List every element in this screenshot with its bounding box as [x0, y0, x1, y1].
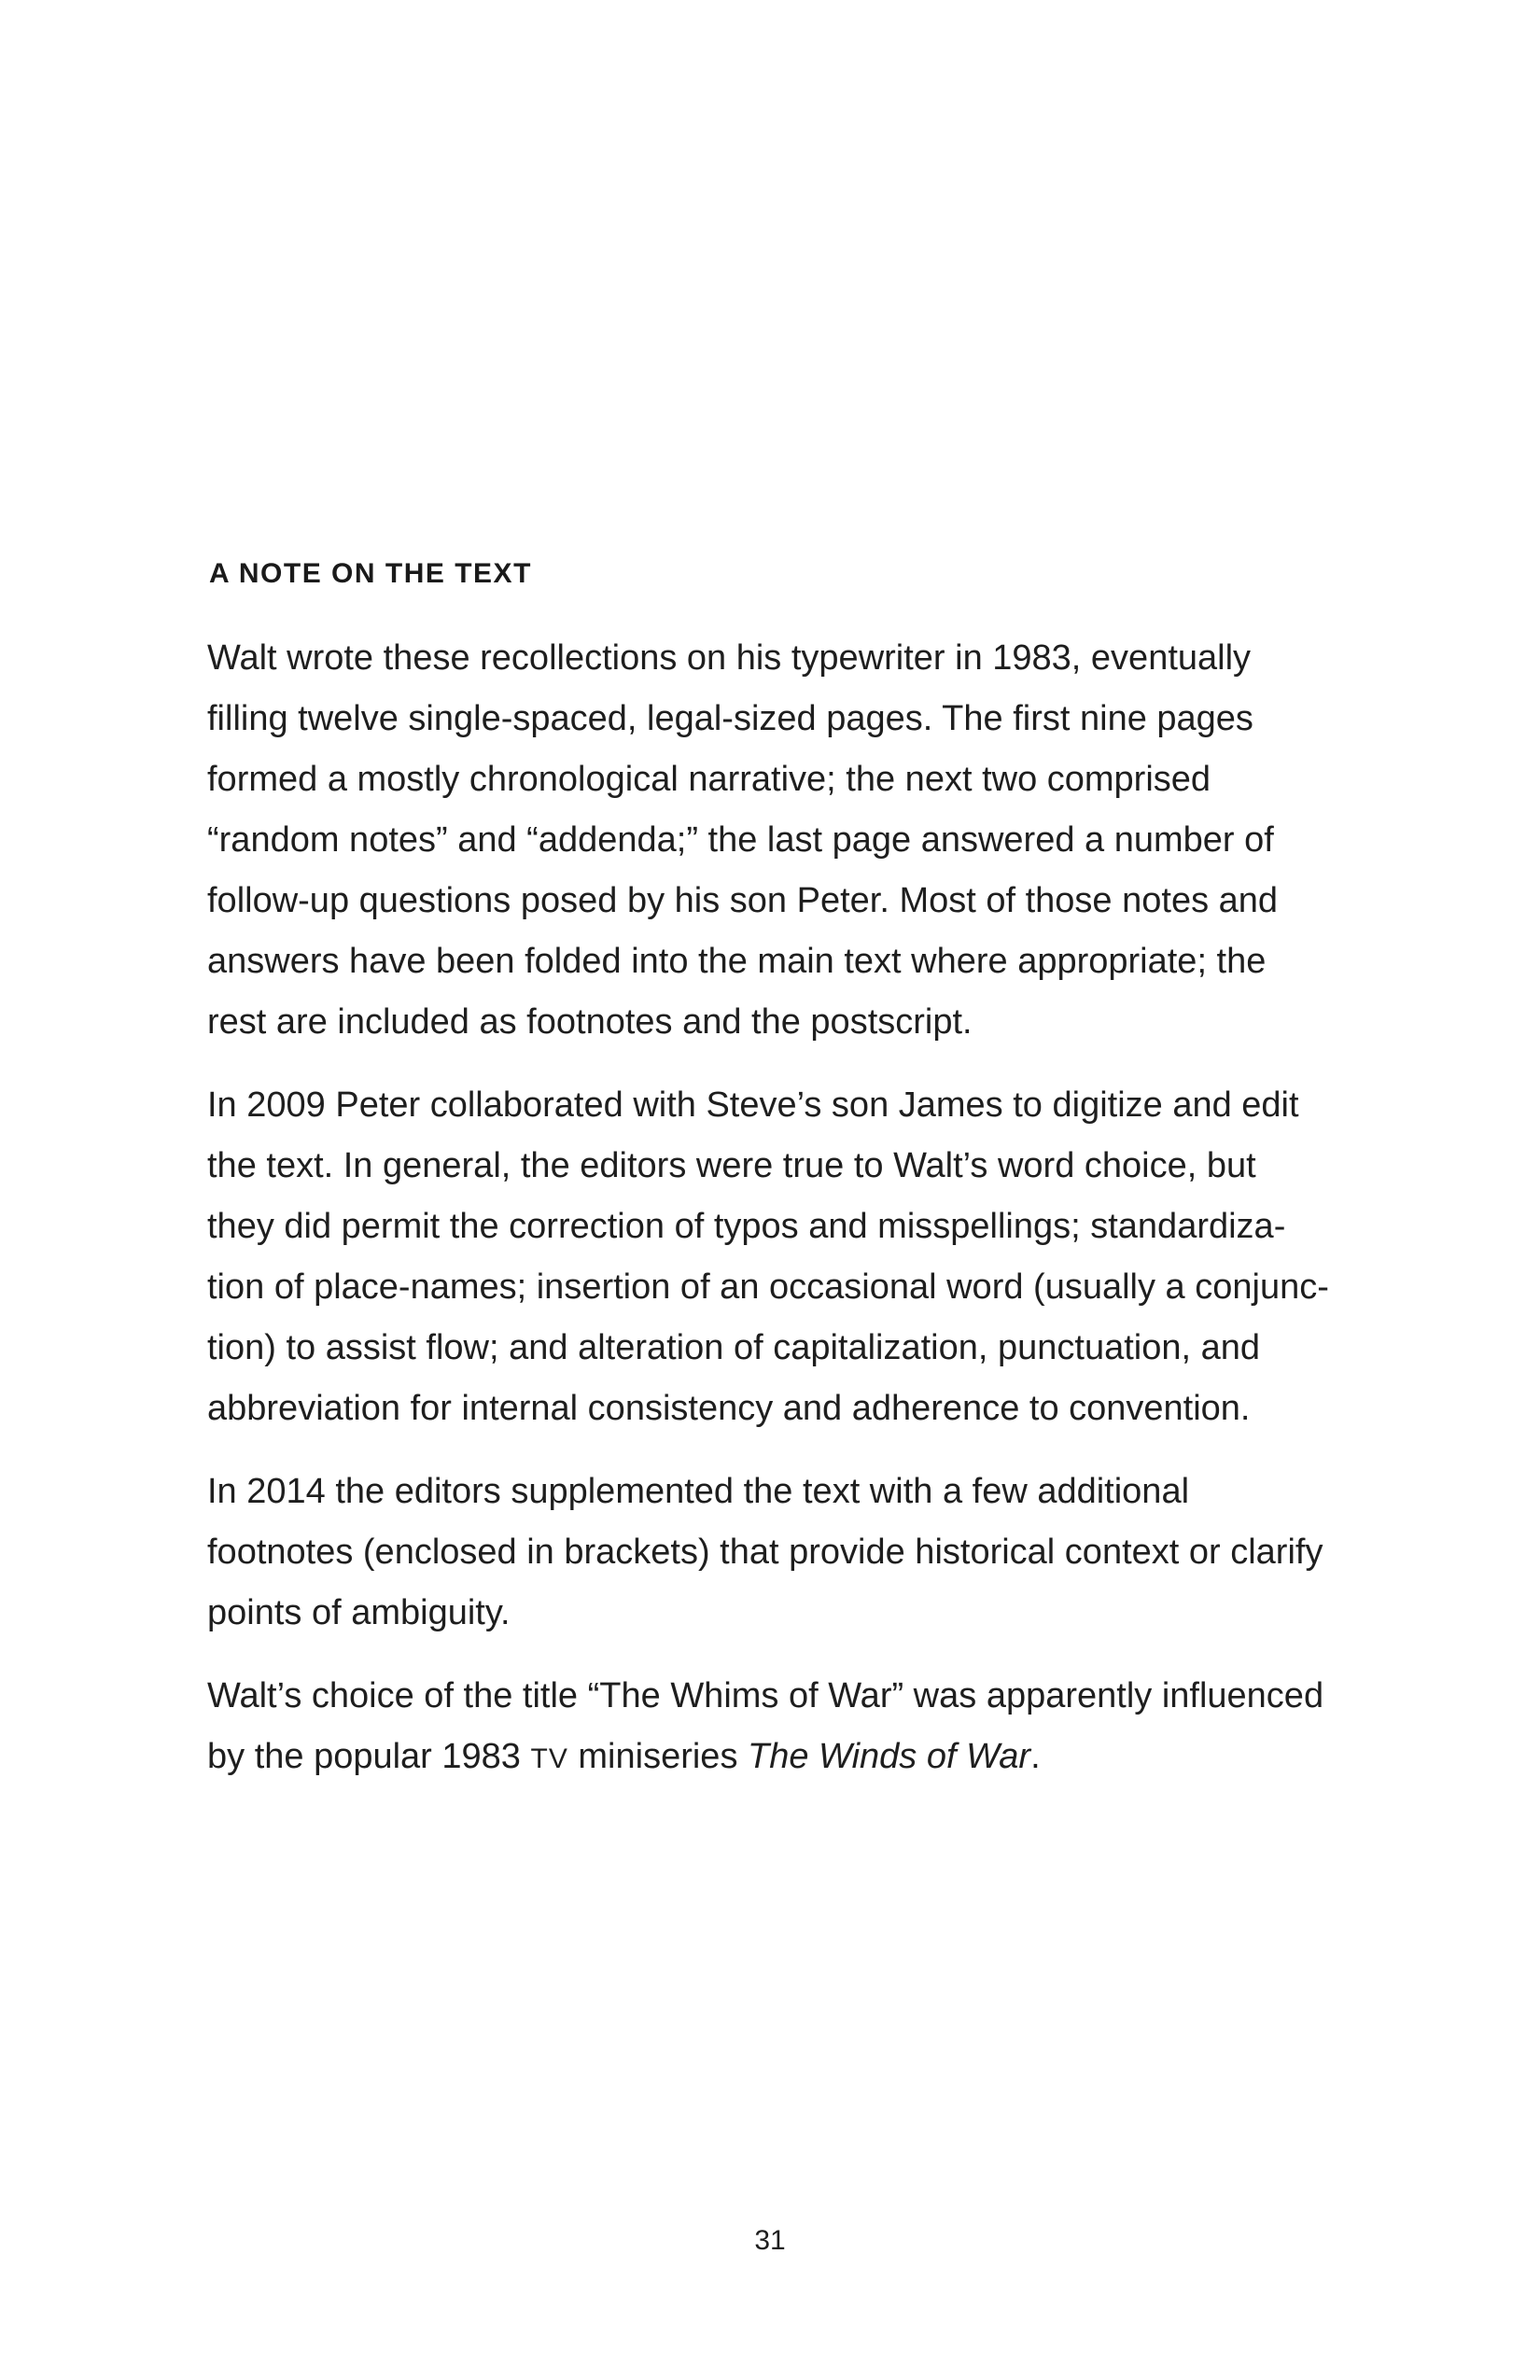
text-line: formed a mostly chronological narrative; the next two comprised	[207, 760, 1211, 799]
text-line: the text. In general, the editors were true to Walt’s word choice, but	[207, 1146, 1256, 1185]
section-heading: A NOTE ON THE TEXT	[209, 558, 532, 589]
small-caps-run: TV	[530, 1743, 568, 1774]
text-line: Walt’s choice of the title “The Whims of War” was apparently influenced	[207, 1676, 1324, 1715]
body-text	[207, 628, 1346, 1812]
page-number: 31	[754, 2225, 786, 2256]
text-line: filling twelve single-spaced, legal-sized pages. The first nine pages	[207, 699, 1253, 738]
text-line: footnotes (enclosed in brackets) that provide historical context or clarify	[207, 1533, 1323, 1572]
text-line: they did permit the correction of typos and misspellings; standardiza-	[207, 1207, 1286, 1246]
text-line: rest are included as footnotes and the postscript.	[207, 1002, 973, 1042]
text-line: In 2014 the editors supplemented the text with a few additional	[207, 1472, 1190, 1511]
text-line: abbreviation for internal consistency and adherence to convention.	[207, 1389, 1251, 1428]
paragraph-1	[207, 628, 1346, 1053]
text-line	[207, 1727, 1346, 1789]
text-line: Walt wrote these recollections on his typewriter in 1983, eventually	[207, 638, 1252, 678]
italic-title: The Winds of War	[748, 1737, 1031, 1776]
paragraph-3	[207, 1462, 1346, 1644]
paragraph-2	[207, 1075, 1346, 1439]
text-run: by the popular 1983	[207, 1737, 531, 1776]
text-line: tion) to assist flow; and alteration of capitalization, punctuation, and	[207, 1328, 1261, 1367]
text-run: .	[1030, 1737, 1041, 1776]
text-line: In 2009 Peter collaborated with Steve’s son James to digitize and edit	[207, 1085, 1299, 1125]
text-run: miniseries	[567, 1737, 748, 1776]
text-line: answers have been folded into the main text where appropriate; the	[207, 942, 1267, 981]
text-line: tion of place-names; insertion of an occasional word (usually a conjunc-	[207, 1267, 1329, 1307]
text-line: follow-up questions posed by his son Peter. Most of those notes and	[207, 881, 1279, 920]
text-line: points of ambiguity.	[207, 1593, 511, 1632]
paragraph-4	[207, 1666, 1346, 1789]
text-line: “random notes” and “addenda;” the last page answered a number of	[207, 820, 1274, 860]
